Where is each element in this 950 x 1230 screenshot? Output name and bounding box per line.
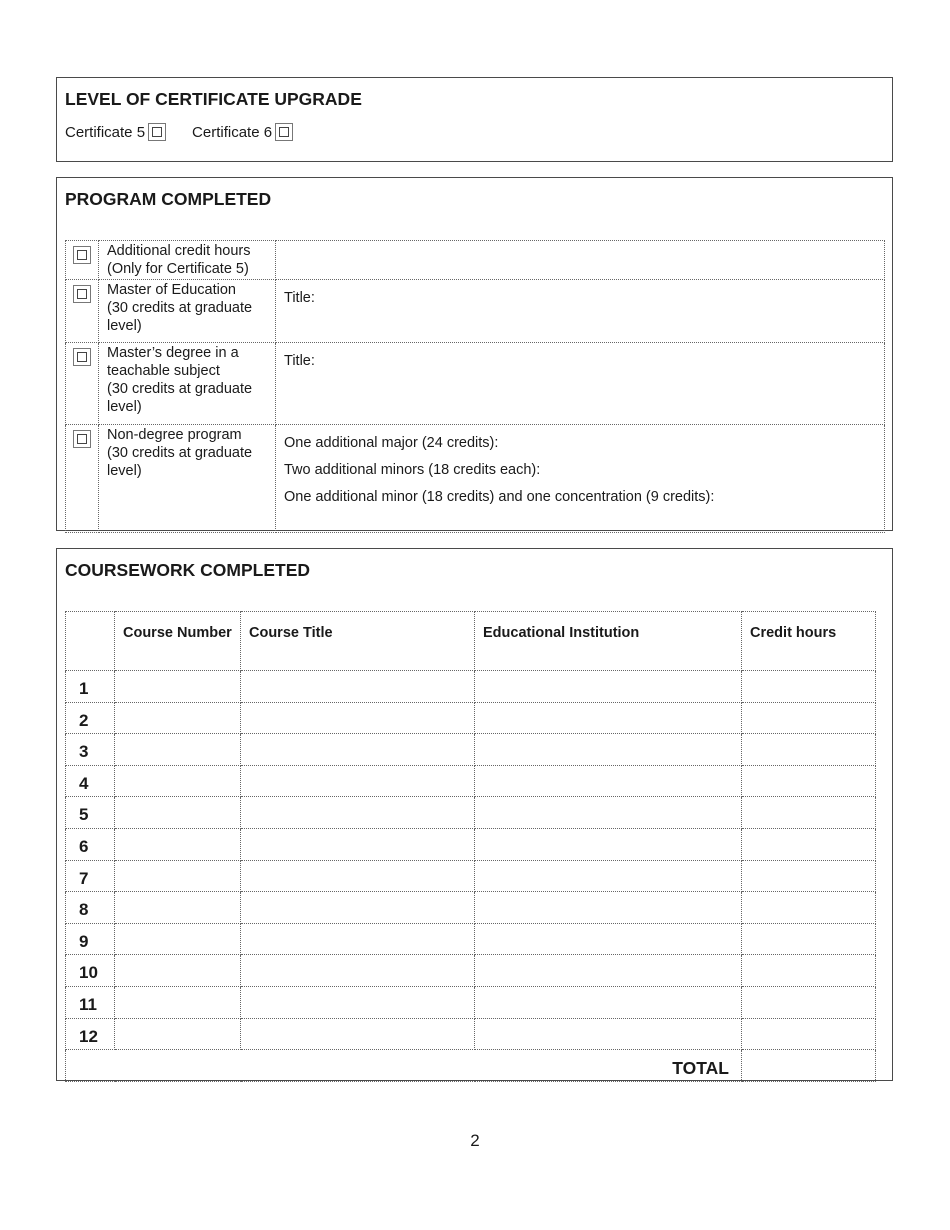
table-row [66,923,876,955]
institution-cell[interactable] [475,671,742,703]
program-detail: (30 credits at graduate level) [107,300,253,334]
institution-cell[interactable] [475,797,742,829]
minor-concentration-field[interactable]: One additional minor (18 credits) and one concentration (9 credits): [284,489,715,505]
program-detail: (Only for Certificate 5) [107,261,249,277]
table-row [66,828,876,860]
course-number-cell[interactable] [115,828,241,860]
page-number: 2 [470,1131,480,1150]
row-number: 4 [66,765,115,797]
institution-cell[interactable] [475,1018,742,1050]
credit-hours-cell[interactable] [742,923,876,955]
institution-header: Educational Institution [475,612,742,671]
additional-major-field[interactable]: One additional major (24 credits): [284,435,499,451]
course-number-cell[interactable] [115,923,241,955]
master-teachable-title-field[interactable]: Title: [284,353,315,369]
credit-hours-cell[interactable] [742,765,876,797]
program-completed-title: PROGRAM COMPLETED [65,189,272,209]
program-completed-section [56,177,893,531]
course-title-cell[interactable] [241,860,475,892]
program-table [65,240,885,533]
program-row-master-education [66,280,885,343]
row-number: 6 [66,828,115,860]
certificate-5-checkbox[interactable] [148,123,166,141]
course-title-cell[interactable] [241,702,475,734]
program-detail: (30 credits at graduate level) [107,445,253,479]
program-row-master-teachable [66,343,885,425]
non-degree-checkbox[interactable] [73,430,91,448]
course-title-cell[interactable] [241,1018,475,1050]
course-title-cell[interactable] [241,671,475,703]
certificate-upgrade-title: LEVEL OF CERTIFICATE UPGRADE [65,89,362,109]
coursework-header-row [66,612,876,671]
master-education-checkbox[interactable] [73,285,91,303]
additional-minors-field[interactable]: Two additional minors (18 credits each): [284,462,541,478]
credit-hours-cell[interactable] [742,797,876,829]
row-number: 9 [66,923,115,955]
coursework-body [66,671,876,1082]
institution-cell[interactable] [475,892,742,924]
course-number-cell[interactable] [115,986,241,1018]
course-number-cell[interactable] [115,671,241,703]
course-title-cell[interactable] [241,828,475,860]
row-number: 8 [66,892,115,924]
course-number-cell[interactable] [115,702,241,734]
credit-hours-cell[interactable] [742,986,876,1018]
row-number-header [66,612,115,671]
table-row [66,797,876,829]
total-row [66,1050,876,1082]
course-title-cell[interactable] [241,765,475,797]
course-number-header: Course Number [115,612,241,671]
table-row [66,671,876,703]
program-detail: (30 credits at graduate level) [107,381,253,415]
course-number-cell[interactable] [115,860,241,892]
institution-cell[interactable] [475,765,742,797]
row-number: 11 [66,986,115,1018]
row-number: 10 [66,955,115,987]
institution-cell[interactable] [475,955,742,987]
credit-hours-cell[interactable] [742,734,876,766]
course-title-cell[interactable] [241,892,475,924]
institution-cell[interactable] [475,734,742,766]
additional-credits-field[interactable] [276,241,885,280]
institution-cell[interactable] [475,702,742,734]
coursework-completed-section [56,548,893,1081]
credit-hours-cell[interactable] [742,892,876,924]
table-row [66,702,876,734]
table-row [66,1018,876,1050]
row-number: 5 [66,797,115,829]
row-number: 2 [66,702,115,734]
program-name: Additional credit hours [107,243,251,259]
credit-hours-cell[interactable] [742,702,876,734]
total-credit-hours-cell[interactable] [742,1050,876,1082]
certificate-6-label: Certificate 6 [192,123,273,141]
table-row [66,955,876,987]
program-name: Non-degree program [107,427,242,443]
table-row [66,892,876,924]
credit-hours-cell[interactable] [742,860,876,892]
institution-cell[interactable] [475,860,742,892]
credit-hours-cell[interactable] [742,1018,876,1050]
table-row [66,734,876,766]
credit-hours-cell[interactable] [742,671,876,703]
course-number-cell[interactable] [115,734,241,766]
coursework-table [65,611,876,1082]
program-row-additional-credits [66,241,885,280]
master-teachable-checkbox[interactable] [73,348,91,366]
course-number-cell[interactable] [115,797,241,829]
certificate-5-label: Certificate 5 [65,123,146,141]
row-number: 7 [66,860,115,892]
program-name: Master’s degree in a teachable subject [107,345,239,379]
course-number-cell[interactable] [115,1018,241,1050]
course-number-cell[interactable] [115,955,241,987]
course-title-cell[interactable] [241,797,475,829]
course-title-cell[interactable] [241,734,475,766]
program-name: Master of Education [107,282,236,298]
coursework-completed-title: COURSEWORK COMPLETED [65,560,310,580]
institution-cell[interactable] [475,923,742,955]
additional-credits-checkbox[interactable] [73,246,91,264]
credit-hours-cell[interactable] [742,955,876,987]
table-row [66,986,876,1018]
course-title-header: Course Title [241,612,475,671]
master-education-title-field[interactable]: Title: [284,290,315,306]
program-row-non-degree [66,425,885,533]
course-title-cell[interactable] [241,986,475,1018]
row-number: 3 [66,734,115,766]
course-number-cell[interactable] [115,765,241,797]
course-number-cell[interactable] [115,892,241,924]
certificate-upgrade-section [56,77,893,162]
course-title-cell[interactable] [241,923,475,955]
certificate-options [65,123,293,141]
table-row [66,765,876,797]
credit-hours-cell[interactable] [742,828,876,860]
course-title-cell[interactable] [241,955,475,987]
table-row [66,860,876,892]
institution-cell[interactable] [475,986,742,1018]
row-number: 12 [66,1018,115,1050]
credit-hours-header: Credit hours [742,612,876,671]
certificate-6-checkbox[interactable] [275,123,293,141]
total-label: TOTAL [66,1050,742,1082]
row-number: 1 [66,671,115,703]
institution-cell[interactable] [475,828,742,860]
